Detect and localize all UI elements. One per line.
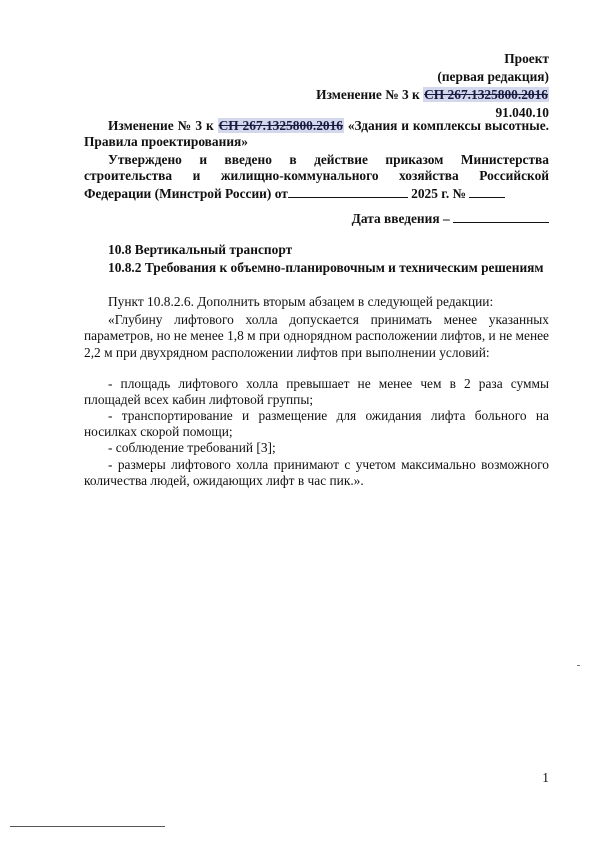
amendment-prefix: Изменение № 3 к: [316, 87, 424, 102]
approval-statement: [84, 152, 549, 202]
intro-date-label: Дата введения –: [351, 211, 453, 226]
project-label: Проект: [504, 51, 549, 66]
footer-rule: [10, 826, 165, 827]
approval-date-blank: [288, 185, 408, 198]
body-paragraph-2: «Глубину лифтового холла допускается принимать менее указанных параметров, но не менее 1,8 м при однорядном расположении лифтов, и не менее 2,2 м при двухрядном расположении лифтов при выполнении условий:: [84, 312, 549, 360]
document-title: [84, 118, 549, 151]
title-prefix: Изменение № 3 к: [108, 118, 218, 133]
intro-date-blank: [453, 210, 549, 223]
body-paragraph-1: Пункт 10.8.2.6. Дополнить вторым абзацем в следующей редакции:: [108, 294, 494, 309]
subsection-heading: 10.8.2 Требования к объемно-планировочным и техническим решениям: [108, 260, 544, 275]
amendment-code: СП 267.1325800.2016: [424, 87, 548, 102]
section-heading: 10.8 Вертикальный транспорт: [108, 242, 293, 257]
list-item: - площадь лифтового холла превышает не менее чем в 2 раза суммы площадей всех кабин лифтовой группы;: [84, 376, 549, 408]
intro-date: [352, 210, 549, 228]
page-number: 1: [542, 770, 549, 785]
document-header: [316, 50, 549, 122]
approval-number-blank: [469, 185, 505, 198]
approval-text: Утверждено и введено в действие приказом Министерства строительства и жилищно-коммунального хозяйства Российской Федерации (Минстрой России) от: [84, 152, 549, 201]
edition-label: (первая редакция): [437, 69, 549, 84]
approval-year: 2025 г. №: [407, 185, 470, 201]
amendment-line: [316, 86, 549, 104]
list-item: - соблюдение требований [3];: [108, 440, 276, 455]
list-item: - транспортирование и размещение для ожидания лифта больного на носилках скорой помощи;: [84, 408, 549, 440]
classifier-code: 91.040.10: [495, 105, 549, 120]
title-rest: «Здания и комплексы высотные. Правила проектирования»: [84, 118, 549, 150]
list-item: - размеры лифтового холла принимают с учетом максимально возможного количества людей, ожидающих лифт в час пик.».: [84, 457, 549, 489]
margin-mark: [577, 665, 580, 666]
title-code: СП 267.1325800.2016: [218, 118, 343, 133]
